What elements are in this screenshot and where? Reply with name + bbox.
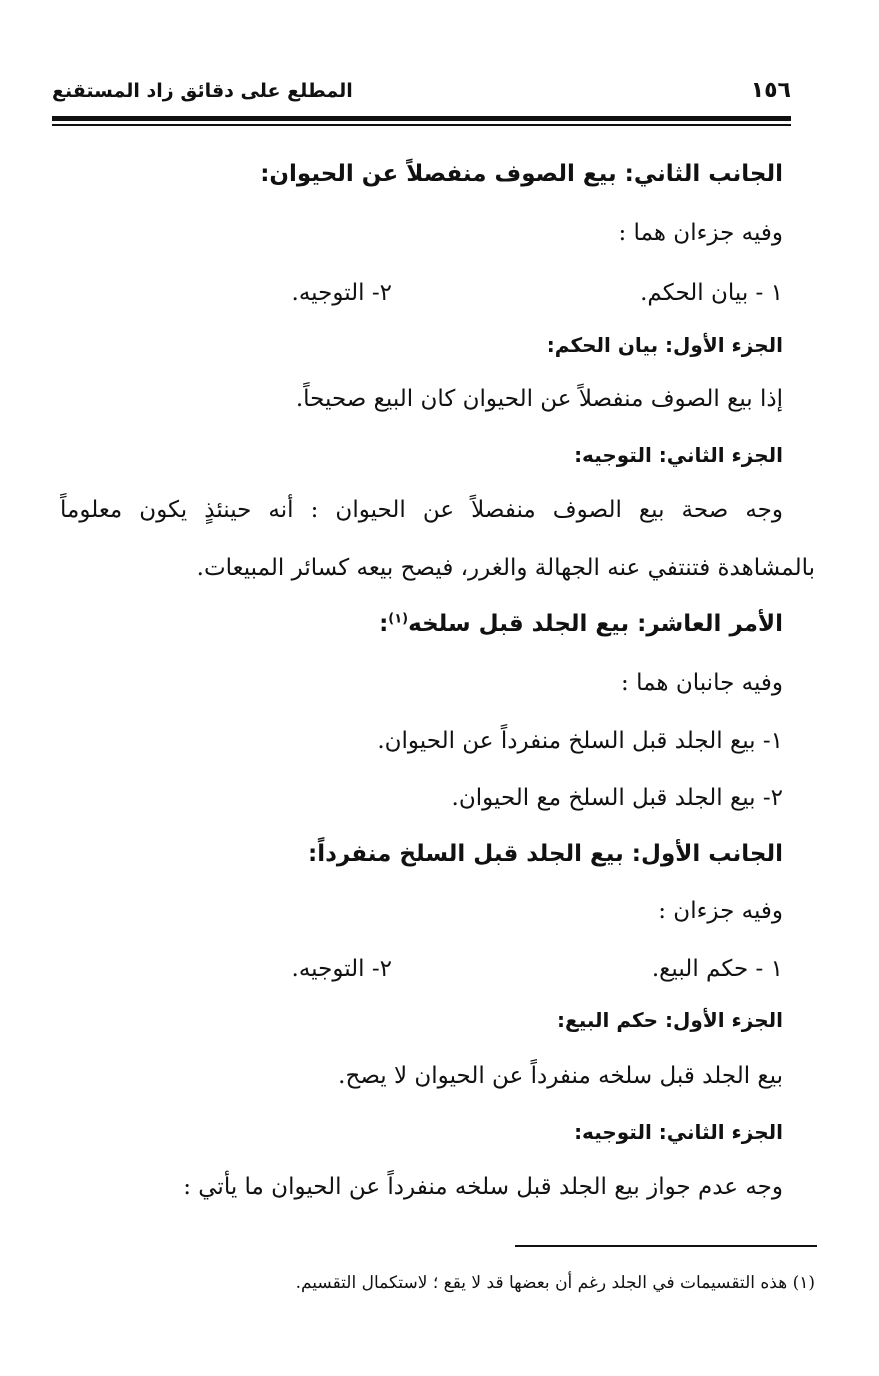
list-item: ٢- بيع الجلد قبل السلخ مع الحيوان. — [451, 785, 783, 811]
book-title: المطلع على دقائق زاد المستقنع — [52, 80, 353, 102]
footnote-marker: (١) — [388, 611, 409, 627]
section-heading — [379, 609, 783, 639]
paragraph-line: وجه صحة بيع الصوف منفصلاً عن الحيوان : أنه حينئذٍ يكون معلوماً — [60, 497, 783, 523]
subsection-heading: الجزء الأول: حكم البيع: — [557, 1008, 783, 1032]
running-header — [52, 78, 791, 114]
header-rule-thin — [52, 124, 791, 126]
paragraph-line: وفيه جانبان هما : — [621, 670, 783, 696]
list-item: ١ - حكم البيع. — [651, 956, 783, 982]
paragraph-line: وفيه جزءان : — [658, 898, 783, 924]
paragraph-line: إذا بيع الصوف منفصلاً عن الحيوان كان البيع صحيحاً. — [295, 386, 783, 412]
paragraph-line: بيع الجلد قبل سلخه منفرداً عن الحيوان لا يصح. — [338, 1063, 783, 1089]
subsection-heading: الجزء الثاني: التوجيه: — [574, 1120, 783, 1144]
list-item: ١- بيع الجلد قبل السلخ منفرداً عن الحيوان. — [377, 728, 783, 754]
section-heading: الجانب الثاني: بيع الصوف منفصلاً عن الحيوان: — [260, 161, 783, 187]
subsection-heading: الجزء الثاني: التوجيه: — [574, 443, 783, 467]
list-item: ٢- التوجيه. — [291, 956, 392, 982]
subsection-heading: الجزء الأول: بيان الحكم: — [546, 333, 783, 357]
heading-colon: : — [379, 611, 389, 637]
paragraph-line: بالمشاهدة فتنتفي عنه الجهالة والغرر، فيصح بيعه كسائر المبيعات. — [196, 555, 815, 581]
footnote: (١) هذه التقسيمات في الجلد رغم أن بعضها قد لا يقع ؛ لاستكمال التقسيم. — [295, 1273, 815, 1293]
paragraph-line: وفيه جزءان هما : — [618, 220, 783, 246]
heading-text: الأمر العاشر: بيع الجلد قبل سلخه — [408, 611, 783, 637]
paragraph-line: وجه عدم جواز بيع الجلد قبل سلخه منفرداً عن الحيوان ما يأتي : — [183, 1174, 783, 1200]
section-heading: الجانب الأول: بيع الجلد قبل السلخ منفرداً: — [308, 841, 783, 867]
footnote-rule — [515, 1245, 817, 1247]
page-number: ١٥٦ — [750, 78, 791, 103]
list-item: ١ - بيان الحكم. — [640, 280, 783, 306]
list-item: ٢- التوجيه. — [291, 280, 392, 306]
header-rule-thick — [52, 116, 791, 121]
